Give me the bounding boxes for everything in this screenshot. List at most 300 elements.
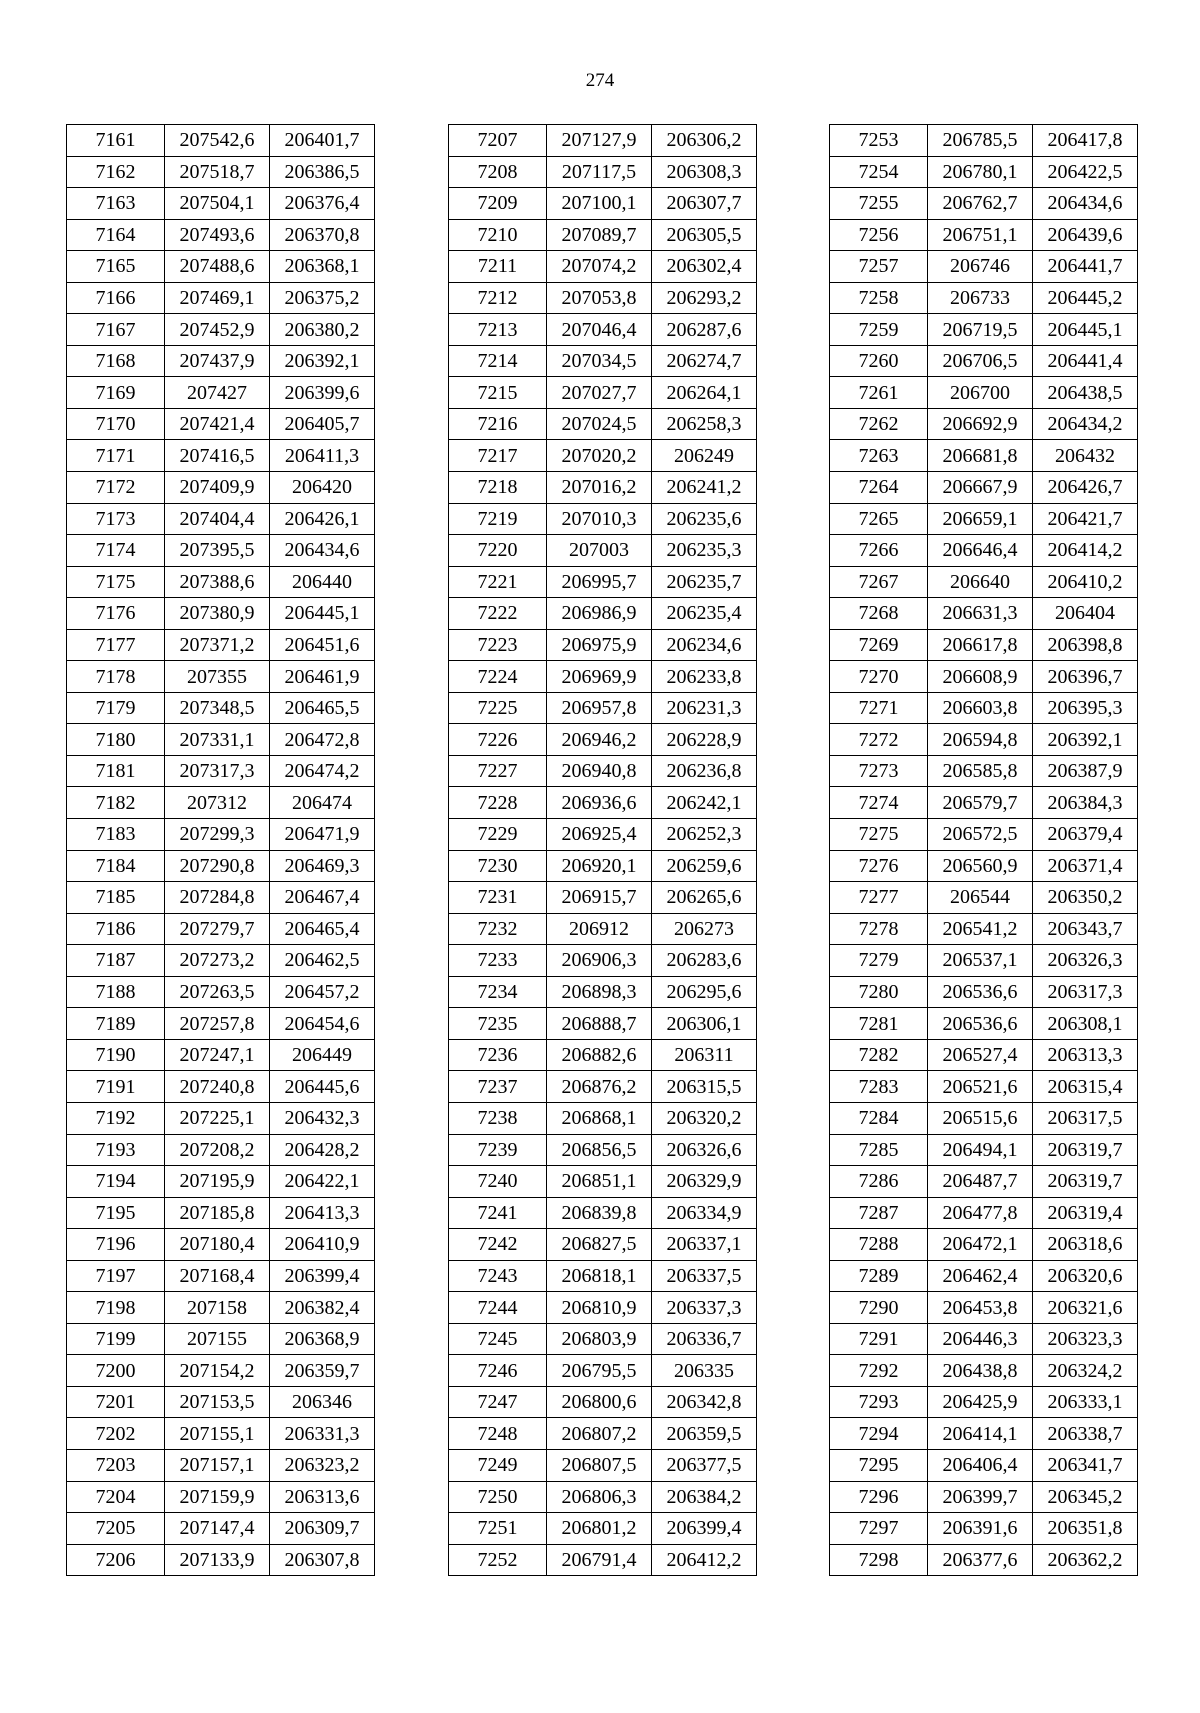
y-coordinate-cell: 206342,8 <box>652 1386 757 1418</box>
table-row <box>449 819 757 851</box>
y-coordinate-cell: 206311 <box>652 1039 757 1071</box>
table-row <box>830 913 1138 945</box>
y-coordinate-cell: 206306,2 <box>652 125 757 157</box>
table-row <box>67 1260 375 1292</box>
y-coordinate-cell: 206432,3 <box>270 1102 375 1134</box>
table-row <box>830 1386 1138 1418</box>
point-number-cell: 7202 <box>67 1418 165 1450</box>
x-coordinate-cell: 206912 <box>547 913 652 945</box>
x-coordinate-cell: 207469,1 <box>165 282 270 314</box>
x-coordinate-cell: 207117,5 <box>547 156 652 188</box>
table-row <box>67 503 375 535</box>
table-row <box>830 1166 1138 1198</box>
table-row <box>830 755 1138 787</box>
x-coordinate-cell: 206780,1 <box>928 156 1033 188</box>
x-coordinate-cell: 207159,9 <box>165 1481 270 1513</box>
y-coordinate-cell: 206306,1 <box>652 1008 757 1040</box>
table-row <box>830 377 1138 409</box>
y-coordinate-cell: 206287,6 <box>652 314 757 346</box>
point-number-cell: 7287 <box>830 1197 928 1229</box>
point-number-cell: 7166 <box>67 282 165 314</box>
table-row <box>449 1039 757 1071</box>
table-row <box>830 1544 1138 1576</box>
table-row <box>449 156 757 188</box>
point-number-cell: 7215 <box>449 377 547 409</box>
y-coordinate-cell: 206382,4 <box>270 1292 375 1324</box>
point-number-cell: 7197 <box>67 1260 165 1292</box>
table-row <box>67 314 375 346</box>
point-number-cell: 7173 <box>67 503 165 535</box>
table-row <box>67 472 375 504</box>
point-number-cell: 7248 <box>449 1418 547 1450</box>
x-coordinate-cell: 206536,6 <box>928 976 1033 1008</box>
x-coordinate-cell: 206425,9 <box>928 1386 1033 1418</box>
y-coordinate-cell: 206472,8 <box>270 724 375 756</box>
x-coordinate-cell: 207153,5 <box>165 1386 270 1418</box>
x-coordinate-cell: 206746 <box>928 251 1033 283</box>
y-coordinate-cell: 206422,5 <box>1033 156 1138 188</box>
point-number-cell: 7169 <box>67 377 165 409</box>
point-number-cell: 7222 <box>449 598 547 630</box>
table-row <box>830 1481 1138 1513</box>
point-number-cell: 7192 <box>67 1102 165 1134</box>
y-coordinate-cell: 206308,3 <box>652 156 757 188</box>
table-row <box>830 440 1138 472</box>
table-row <box>830 156 1138 188</box>
x-coordinate-cell: 206477,8 <box>928 1197 1033 1229</box>
table-row <box>67 850 375 882</box>
x-coordinate-cell: 207312 <box>165 787 270 819</box>
y-coordinate-cell: 206337,3 <box>652 1292 757 1324</box>
point-number-cell: 7295 <box>830 1449 928 1481</box>
x-coordinate-cell: 207147,4 <box>165 1513 270 1545</box>
y-coordinate-cell: 206315,5 <box>652 1071 757 1103</box>
table-row <box>830 1197 1138 1229</box>
x-coordinate-cell: 207100,1 <box>547 188 652 220</box>
point-number-cell: 7271 <box>830 692 928 724</box>
point-number-cell: 7278 <box>830 913 928 945</box>
table-row <box>67 913 375 945</box>
x-coordinate-cell: 206377,6 <box>928 1544 1033 1576</box>
y-coordinate-cell: 206411,3 <box>270 440 375 472</box>
x-coordinate-cell: 206986,9 <box>547 598 652 630</box>
table-row <box>67 1513 375 1545</box>
x-coordinate-cell: 206453,8 <box>928 1292 1033 1324</box>
coordinates-table-3 <box>829 124 1138 1576</box>
x-coordinate-cell: 206537,1 <box>928 945 1033 977</box>
point-number-cell: 7182 <box>67 787 165 819</box>
x-coordinate-cell: 206762,7 <box>928 188 1033 220</box>
x-coordinate-cell: 206827,5 <box>547 1229 652 1261</box>
y-coordinate-cell: 206235,4 <box>652 598 757 630</box>
table-row <box>830 819 1138 851</box>
point-number-cell: 7190 <box>67 1039 165 1071</box>
y-coordinate-cell: 206231,3 <box>652 692 757 724</box>
point-number-cell: 7198 <box>67 1292 165 1324</box>
table-row <box>449 377 757 409</box>
y-coordinate-cell: 206399,4 <box>270 1260 375 1292</box>
table-row <box>830 1449 1138 1481</box>
point-number-cell: 7194 <box>67 1166 165 1198</box>
point-number-cell: 7216 <box>449 408 547 440</box>
y-coordinate-cell: 206471,9 <box>270 819 375 851</box>
point-number-cell: 7274 <box>830 787 928 819</box>
table-row <box>830 787 1138 819</box>
point-number-cell: 7265 <box>830 503 928 535</box>
y-coordinate-cell: 206457,2 <box>270 976 375 1008</box>
table-row <box>449 1386 757 1418</box>
y-coordinate-cell: 206422,1 <box>270 1166 375 1198</box>
y-coordinate-cell: 206337,5 <box>652 1260 757 1292</box>
table-row <box>449 598 757 630</box>
table-row <box>449 755 757 787</box>
x-coordinate-cell: 206700 <box>928 377 1033 409</box>
table-row <box>449 787 757 819</box>
table-row <box>830 661 1138 693</box>
point-number-cell: 7196 <box>67 1229 165 1261</box>
point-number-cell: 7178 <box>67 661 165 693</box>
x-coordinate-cell: 206719,5 <box>928 314 1033 346</box>
table-row <box>449 1229 757 1261</box>
table-row <box>67 1071 375 1103</box>
y-coordinate-cell: 206293,2 <box>652 282 757 314</box>
y-coordinate-cell: 206432 <box>1033 440 1138 472</box>
x-coordinate-cell: 206751,1 <box>928 219 1033 251</box>
table-row <box>830 251 1138 283</box>
x-coordinate-cell: 206608,9 <box>928 661 1033 693</box>
point-number-cell: 7199 <box>67 1323 165 1355</box>
x-coordinate-cell: 206541,2 <box>928 913 1033 945</box>
x-coordinate-cell: 206810,9 <box>547 1292 652 1324</box>
y-coordinate-cell: 206305,5 <box>652 219 757 251</box>
table-row <box>67 1197 375 1229</box>
table-row <box>830 692 1138 724</box>
y-coordinate-cell: 206376,4 <box>270 188 375 220</box>
table-row <box>830 472 1138 504</box>
x-coordinate-cell: 207317,3 <box>165 755 270 787</box>
x-coordinate-cell: 207155,1 <box>165 1418 270 1450</box>
x-coordinate-cell: 207348,5 <box>165 692 270 724</box>
point-number-cell: 7171 <box>67 440 165 472</box>
y-coordinate-cell: 206307,8 <box>270 1544 375 1576</box>
point-number-cell: 7180 <box>67 724 165 756</box>
y-coordinate-cell: 206258,3 <box>652 408 757 440</box>
y-coordinate-cell: 206228,9 <box>652 724 757 756</box>
y-coordinate-cell: 206441,4 <box>1033 345 1138 377</box>
x-coordinate-cell: 207240,8 <box>165 1071 270 1103</box>
x-coordinate-cell: 206494,1 <box>928 1134 1033 1166</box>
y-coordinate-cell: 206377,5 <box>652 1449 757 1481</box>
y-coordinate-cell: 206445,1 <box>1033 314 1138 346</box>
x-coordinate-cell: 206646,4 <box>928 535 1033 567</box>
y-coordinate-cell: 206451,6 <box>270 629 375 661</box>
y-coordinate-cell: 206392,1 <box>1033 724 1138 756</box>
x-coordinate-cell: 207195,9 <box>165 1166 270 1198</box>
point-number-cell: 7208 <box>449 156 547 188</box>
point-number-cell: 7245 <box>449 1323 547 1355</box>
table-row <box>449 850 757 882</box>
table-row <box>67 724 375 756</box>
table-row <box>830 1229 1138 1261</box>
x-coordinate-cell: 206706,5 <box>928 345 1033 377</box>
point-number-cell: 7272 <box>830 724 928 756</box>
point-number-cell: 7251 <box>449 1513 547 1545</box>
point-number-cell: 7221 <box>449 566 547 598</box>
x-coordinate-cell: 206414,1 <box>928 1418 1033 1450</box>
table-row <box>67 1102 375 1134</box>
x-coordinate-cell: 207388,6 <box>165 566 270 598</box>
x-coordinate-cell: 207053,8 <box>547 282 652 314</box>
x-coordinate-cell: 207003 <box>547 535 652 567</box>
point-number-cell: 7213 <box>449 314 547 346</box>
table-row <box>830 282 1138 314</box>
table-row <box>67 156 375 188</box>
table-row <box>449 1355 757 1387</box>
table-row <box>830 1323 1138 1355</box>
table-row <box>67 787 375 819</box>
y-coordinate-cell: 206445,6 <box>270 1071 375 1103</box>
point-number-cell: 7268 <box>830 598 928 630</box>
x-coordinate-cell: 206898,3 <box>547 976 652 1008</box>
x-coordinate-cell: 206803,9 <box>547 1323 652 1355</box>
table-row <box>449 1071 757 1103</box>
y-coordinate-cell: 206329,9 <box>652 1166 757 1198</box>
y-coordinate-cell: 206295,6 <box>652 976 757 1008</box>
point-number-cell: 7259 <box>830 314 928 346</box>
x-coordinate-cell: 206692,9 <box>928 408 1033 440</box>
table-row <box>830 566 1138 598</box>
point-number-cell: 7277 <box>830 882 928 914</box>
y-coordinate-cell: 206420 <box>270 472 375 504</box>
point-number-cell: 7242 <box>449 1229 547 1261</box>
point-number-cell: 7225 <box>449 692 547 724</box>
table-row <box>67 692 375 724</box>
y-coordinate-cell: 206414,2 <box>1033 535 1138 567</box>
point-number-cell: 7250 <box>449 1481 547 1513</box>
table-row <box>449 1481 757 1513</box>
x-coordinate-cell: 206839,8 <box>547 1197 652 1229</box>
y-coordinate-cell: 206345,2 <box>1033 1481 1138 1513</box>
y-coordinate-cell: 206321,6 <box>1033 1292 1138 1324</box>
x-coordinate-cell: 206572,5 <box>928 819 1033 851</box>
table-row <box>67 945 375 977</box>
table-row <box>67 755 375 787</box>
x-coordinate-cell: 207355 <box>165 661 270 693</box>
y-coordinate-cell: 206386,5 <box>270 156 375 188</box>
table-row <box>830 503 1138 535</box>
x-coordinate-cell: 207299,3 <box>165 819 270 851</box>
point-number-cell: 7175 <box>67 566 165 598</box>
table-row <box>449 251 757 283</box>
x-coordinate-cell: 206544 <box>928 882 1033 914</box>
point-number-cell: 7191 <box>67 1071 165 1103</box>
x-coordinate-cell: 206487,7 <box>928 1166 1033 1198</box>
point-number-cell: 7165 <box>67 251 165 283</box>
y-coordinate-cell: 206375,2 <box>270 282 375 314</box>
x-coordinate-cell: 207257,8 <box>165 1008 270 1040</box>
x-coordinate-cell: 206946,2 <box>547 724 652 756</box>
point-number-cell: 7293 <box>830 1386 928 1418</box>
x-coordinate-cell: 206851,1 <box>547 1166 652 1198</box>
point-number-cell: 7270 <box>830 661 928 693</box>
y-coordinate-cell: 206317,5 <box>1033 1102 1138 1134</box>
y-coordinate-cell: 206359,5 <box>652 1418 757 1450</box>
y-coordinate-cell: 206331,3 <box>270 1418 375 1450</box>
y-coordinate-cell: 206259,6 <box>652 850 757 882</box>
table-row <box>67 598 375 630</box>
point-number-cell: 7177 <box>67 629 165 661</box>
table-row <box>830 1418 1138 1450</box>
y-coordinate-cell: 206474 <box>270 787 375 819</box>
table-row <box>67 1449 375 1481</box>
y-coordinate-cell: 206387,9 <box>1033 755 1138 787</box>
table-row <box>67 1544 375 1576</box>
y-coordinate-cell: 206454,6 <box>270 1008 375 1040</box>
table-row <box>67 661 375 693</box>
x-coordinate-cell: 207185,8 <box>165 1197 270 1229</box>
table-row <box>67 188 375 220</box>
y-coordinate-cell: 206467,4 <box>270 882 375 914</box>
table-row <box>449 282 757 314</box>
table-row <box>449 345 757 377</box>
point-number-cell: 7185 <box>67 882 165 914</box>
y-coordinate-cell: 206368,1 <box>270 251 375 283</box>
x-coordinate-cell: 206579,7 <box>928 787 1033 819</box>
x-coordinate-cell: 206856,5 <box>547 1134 652 1166</box>
point-number-cell: 7289 <box>830 1260 928 1292</box>
table-row <box>449 1008 757 1040</box>
x-coordinate-cell: 207427 <box>165 377 270 409</box>
x-coordinate-cell: 206791,4 <box>547 1544 652 1576</box>
y-coordinate-cell: 206465,4 <box>270 913 375 945</box>
y-coordinate-cell: 206396,7 <box>1033 661 1138 693</box>
y-coordinate-cell: 206371,4 <box>1033 850 1138 882</box>
point-number-cell: 7283 <box>830 1071 928 1103</box>
point-number-cell: 7253 <box>830 125 928 157</box>
y-coordinate-cell: 206410,2 <box>1033 566 1138 598</box>
x-coordinate-cell: 207158 <box>165 1292 270 1324</box>
point-number-cell: 7189 <box>67 1008 165 1040</box>
point-number-cell: 7239 <box>449 1134 547 1166</box>
point-number-cell: 7276 <box>830 850 928 882</box>
x-coordinate-cell: 207493,6 <box>165 219 270 251</box>
y-coordinate-cell: 206379,4 <box>1033 819 1138 851</box>
point-number-cell: 7262 <box>830 408 928 440</box>
point-number-cell: 7210 <box>449 219 547 251</box>
point-number-cell: 7193 <box>67 1134 165 1166</box>
y-coordinate-cell: 206362,2 <box>1033 1544 1138 1576</box>
point-number-cell: 7255 <box>830 188 928 220</box>
point-number-cell: 7217 <box>449 440 547 472</box>
point-number-cell: 7249 <box>449 1449 547 1481</box>
point-number-cell: 7161 <box>67 125 165 157</box>
y-coordinate-cell: 206417,8 <box>1033 125 1138 157</box>
table-row <box>449 882 757 914</box>
x-coordinate-cell: 206521,6 <box>928 1071 1033 1103</box>
x-coordinate-cell: 207180,4 <box>165 1229 270 1261</box>
point-number-cell: 7275 <box>830 819 928 851</box>
x-coordinate-cell: 207488,6 <box>165 251 270 283</box>
table-row <box>449 1513 757 1545</box>
table-row <box>830 1355 1138 1387</box>
y-coordinate-cell: 206319,4 <box>1033 1197 1138 1229</box>
x-coordinate-cell: 206515,6 <box>928 1102 1033 1134</box>
table-row <box>449 629 757 661</box>
x-coordinate-cell: 207273,2 <box>165 945 270 977</box>
point-number-cell: 7269 <box>830 629 928 661</box>
x-coordinate-cell: 206785,5 <box>928 125 1033 157</box>
x-coordinate-cell: 206882,6 <box>547 1039 652 1071</box>
table-row <box>449 1323 757 1355</box>
x-coordinate-cell: 207225,1 <box>165 1102 270 1134</box>
x-coordinate-cell: 206681,8 <box>928 440 1033 472</box>
y-coordinate-cell: 206326,6 <box>652 1134 757 1166</box>
x-coordinate-cell: 206472,1 <box>928 1229 1033 1261</box>
y-coordinate-cell: 206273 <box>652 913 757 945</box>
table-row <box>830 314 1138 346</box>
y-coordinate-cell: 206264,1 <box>652 377 757 409</box>
table-row <box>67 377 375 409</box>
x-coordinate-cell: 206617,8 <box>928 629 1033 661</box>
point-number-cell: 7266 <box>830 535 928 567</box>
point-number-cell: 7167 <box>67 314 165 346</box>
y-coordinate-cell: 206469,3 <box>270 850 375 882</box>
y-coordinate-cell: 206233,8 <box>652 661 757 693</box>
x-coordinate-cell: 206936,6 <box>547 787 652 819</box>
table-row <box>67 882 375 914</box>
table-row <box>67 1008 375 1040</box>
point-number-cell: 7200 <box>67 1355 165 1387</box>
point-number-cell: 7207 <box>449 125 547 157</box>
x-coordinate-cell: 206527,4 <box>928 1039 1033 1071</box>
y-coordinate-cell: 206428,2 <box>270 1134 375 1166</box>
table-row <box>449 1166 757 1198</box>
y-coordinate-cell: 206242,1 <box>652 787 757 819</box>
table-row <box>830 1292 1138 1324</box>
y-coordinate-cell: 206241,2 <box>652 472 757 504</box>
table-row <box>830 882 1138 914</box>
point-number-cell: 7214 <box>449 345 547 377</box>
y-coordinate-cell: 206384,2 <box>652 1481 757 1513</box>
table-row <box>449 1260 757 1292</box>
point-number-cell: 7170 <box>67 408 165 440</box>
table-row <box>449 692 757 724</box>
point-number-cell: 7240 <box>449 1166 547 1198</box>
y-coordinate-cell: 206465,5 <box>270 692 375 724</box>
point-number-cell: 7209 <box>449 188 547 220</box>
table-row <box>449 945 757 977</box>
x-coordinate-cell: 207089,7 <box>547 219 652 251</box>
y-coordinate-cell: 206235,6 <box>652 503 757 535</box>
y-coordinate-cell: 206333,1 <box>1033 1386 1138 1418</box>
point-number-cell: 7181 <box>67 755 165 787</box>
point-number-cell: 7218 <box>449 472 547 504</box>
table-row <box>449 503 757 535</box>
table-row <box>449 188 757 220</box>
table-row <box>830 188 1138 220</box>
x-coordinate-cell: 206818,1 <box>547 1260 652 1292</box>
x-coordinate-cell: 206603,8 <box>928 692 1033 724</box>
y-coordinate-cell: 206302,4 <box>652 251 757 283</box>
point-number-cell: 7187 <box>67 945 165 977</box>
y-coordinate-cell: 206399,6 <box>270 377 375 409</box>
point-number-cell: 7286 <box>830 1166 928 1198</box>
x-coordinate-cell: 207518,7 <box>165 156 270 188</box>
point-number-cell: 7203 <box>67 1449 165 1481</box>
y-coordinate-cell: 206309,7 <box>270 1513 375 1545</box>
point-number-cell: 7260 <box>830 345 928 377</box>
y-coordinate-cell: 206380,2 <box>270 314 375 346</box>
